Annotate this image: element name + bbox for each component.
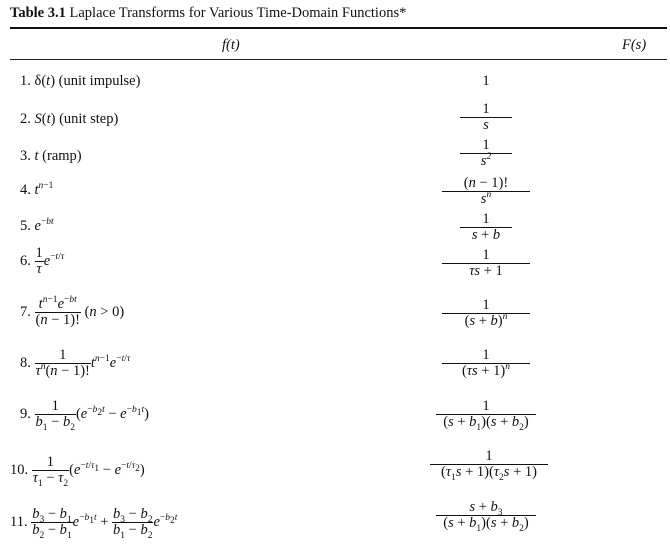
numerator: 1 [442, 298, 530, 314]
row-10-transform [430, 448, 548, 483]
denominator: $s^n$ [480, 190, 492, 207]
row-function: $\frac{1}{\tau^n(n - 1)!}$ $t^{n-1}e^{-t/\tau}$ [35, 347, 131, 379]
table-row-3 [20, 148, 82, 165]
row-number: 5. [20, 218, 31, 234]
table-row-7 [20, 297, 124, 328]
row-number: 10. [10, 462, 29, 478]
header-rule [10, 59, 667, 60]
row-number: 9. [20, 406, 31, 422]
denominator: s + b [471, 227, 501, 243]
row-4-transform [442, 176, 530, 207]
row-function: $\frac{1}{b_1 - b_2}$ $(e^{-b_2t} - e^{-b_1t})$ [35, 398, 149, 433]
row-9-transform [436, 398, 536, 433]
denominator: τs + 1 [469, 263, 503, 279]
numerator: 1 [442, 348, 530, 364]
row-function: $\frac{1}{\tau_1 - \tau_2}$ $(e^{-t/\tau_1} - e^{-t/\tau_2})$ [32, 454, 145, 489]
row-function: t (ramp) [34, 148, 82, 164]
numerator: 1 [436, 399, 536, 415]
numerator: $s + b_3$ [436, 500, 536, 516]
row-7-transform [442, 298, 530, 329]
table-row-8 [20, 348, 130, 379]
row-1-transform: 1 [482, 73, 490, 89]
table-row-2 [20, 111, 118, 128]
denominator: $(s + b_1)(s + b_2)$ [443, 414, 529, 433]
table-row-9 [20, 398, 149, 433]
row-function: $t^{n-1}$ [34, 181, 54, 198]
row-5-transform [460, 212, 512, 243]
top-rule [10, 27, 667, 29]
table-row-1 [20, 73, 140, 90]
row-2-transform [460, 102, 512, 133]
header-Fs: F(s) [622, 37, 647, 53]
row-function: $\frac{b_3 - b_1}{b_2 - b_1}$ $e^{-b_1t}$ + $\frac{b_3 - b_2}{b_1 - b_2}$ $e^{-b_2t}$ [32, 506, 178, 541]
denominator: $(\tau_1s + 1)(\tau_2s + 1)$ [441, 464, 537, 483]
row-number: 4. [20, 182, 31, 198]
numerator: 1 [442, 248, 530, 264]
denominator: $(s + b_1)(s + b_2)$ [443, 515, 529, 534]
numerator: 1 [460, 138, 512, 154]
numerator: (n − 1)! [442, 176, 530, 192]
numerator: 1 [460, 212, 512, 228]
row-function: $\frac{1}{\tau}$ $e^{-t/\tau}$ [35, 245, 65, 277]
numerator: 1 [430, 449, 548, 465]
row-number: 8. [20, 355, 31, 371]
row-number: 7. [20, 304, 31, 320]
row-8-transform [442, 348, 530, 379]
table-title: Laplace Transforms for Various Time-Domain Functions* [69, 5, 407, 21]
row-function: δ(t) (unit impulse) [34, 73, 141, 89]
row-function: $e^{-bt}$ [34, 217, 54, 234]
table-row-5 [20, 218, 54, 235]
header-ft: f(t) [222, 37, 240, 53]
row-3-transform [460, 138, 512, 169]
table-label: Table 3.1 [10, 5, 66, 21]
denominator: s [483, 117, 489, 133]
denominator: $(\tau s + 1)^n$ [462, 362, 510, 379]
numerator: 1 [460, 102, 512, 118]
row-number: 11. [10, 514, 28, 530]
table-row-10 [10, 454, 145, 489]
row-function: $\frac{t^{n-1}e^{-bt}}{(n - 1)!}$ (n > 0) [35, 295, 125, 328]
row-6-transform [442, 248, 530, 279]
table-caption [10, 5, 406, 22]
row-number: 1. [20, 73, 31, 89]
table-row-11 [10, 506, 178, 541]
row-function: S(t) (unit step) [34, 111, 119, 127]
table-row-6 [20, 246, 64, 277]
denominator: $(s + b)^n$ [464, 312, 508, 329]
denominator: $s^2$ [480, 152, 492, 169]
row-number: 2. [20, 111, 31, 127]
row-11-transform [436, 499, 536, 534]
table-row-4 [20, 182, 53, 199]
row-number: 3. [20, 148, 31, 164]
row-number: 6. [20, 252, 31, 269]
